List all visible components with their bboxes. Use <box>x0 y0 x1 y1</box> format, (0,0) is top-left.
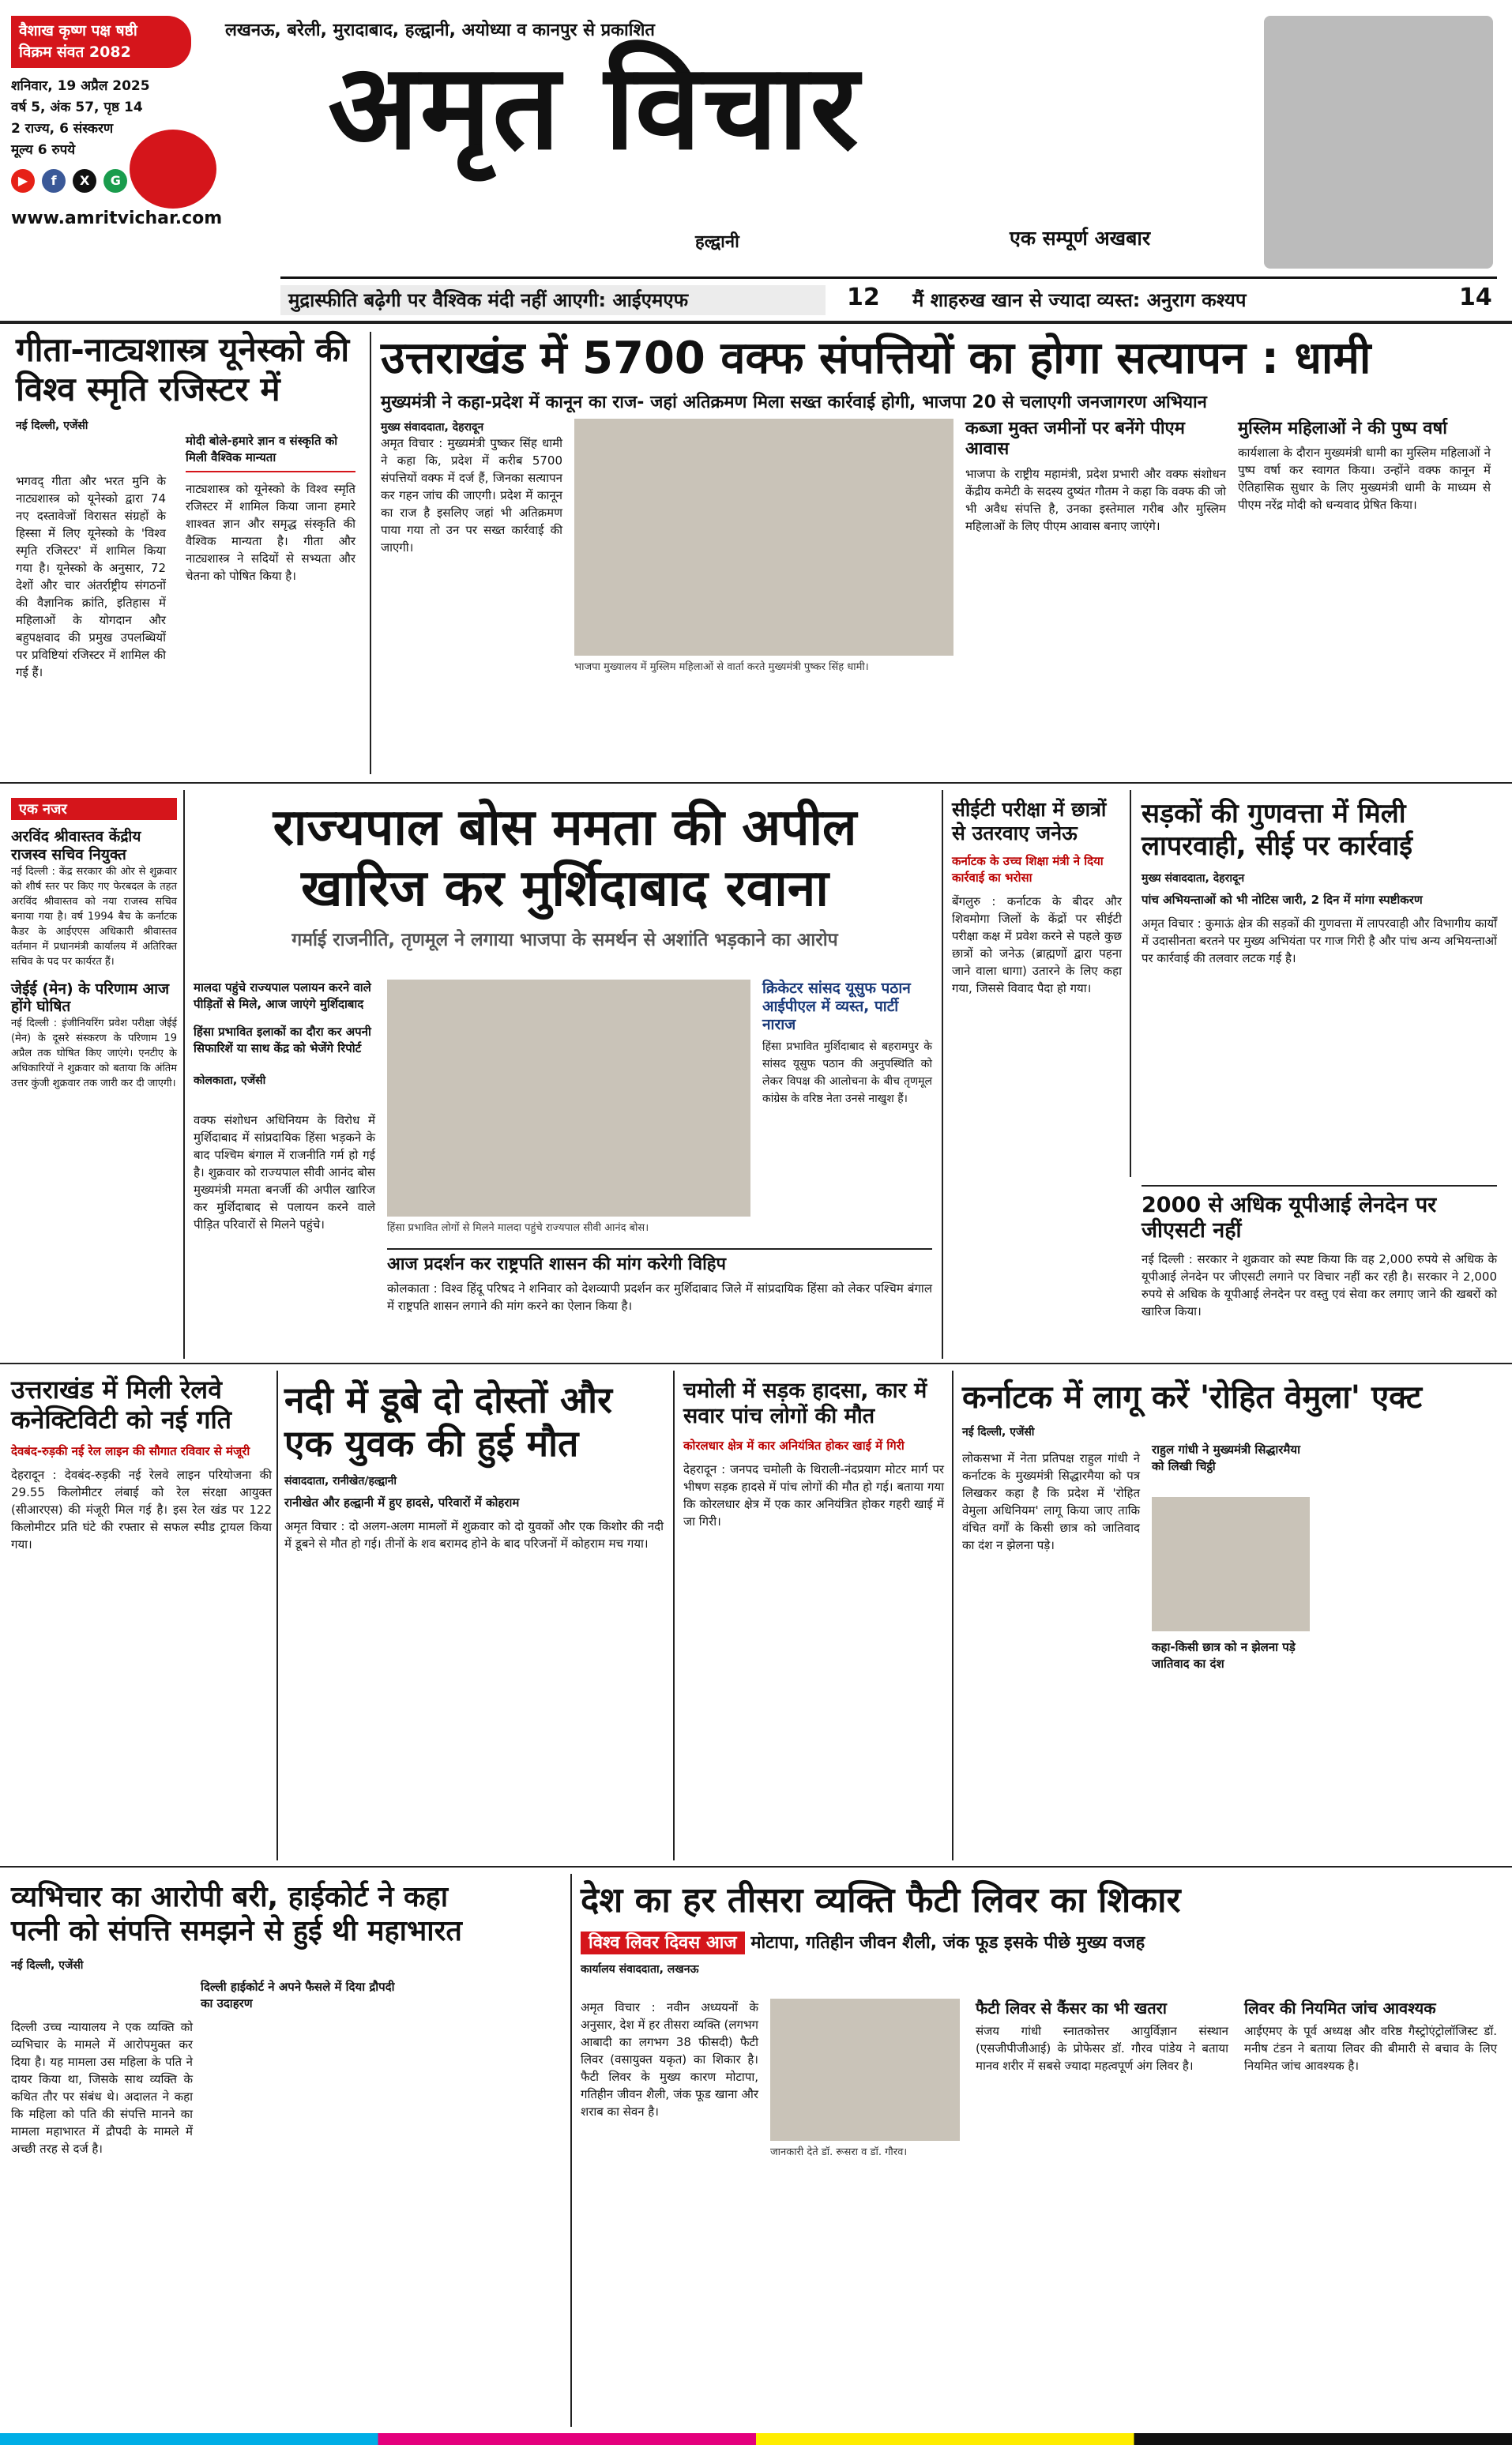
bose-headline-2: खारिज कर मुर्शिदाबाद रवाना <box>301 859 829 918</box>
masthead-info <box>11 16 223 228</box>
roads-body: अमृत विचार : कुमाऊं क्षेत्र की सड़कों की गुणवत्ता में लापरवाही और विभागीय कार्यों में उदासीनता बरतने पर मुख्य अभियंता पर गाज गिरी है और पांच अन्य अभियन्ताओं पर कार्रवाई की तलवार लटक गई है। <box>1142 916 1497 965</box>
promo-page-1: 12 <box>837 284 890 311</box>
waqf-deck: मुख्यमंत्री ने कहा-प्रदेश में कानून का राज- जहां अतिक्रमण मिला सख्त कार्रवाई होगी, भाजपा 20 से चलाएगी जनजागरण अभियान <box>381 393 1207 413</box>
drown-body: अमृत विचार : दो अलग-अलग मामलों में शुक्रवार को दो युवकों और एक किशोर की नदी में डूबने से मौत हो गई। तीनों के शव बरामद होने के बाद परिजनों में कोहराम मच गया। <box>284 1519 664 1552</box>
gita-dateline: नई दिल्ली, एजेंसी <box>16 419 88 432</box>
story-chamoli <box>683 1379 944 1530</box>
story-bose <box>194 798 936 1314</box>
column-rule <box>276 1371 278 1860</box>
promo-item-1[interactable]: मुद्रास्फीति बढ़ेगी पर वैश्विक मंदी नहीं आएगी: आईएमएफ <box>280 285 826 315</box>
newspaper-title: अमृत विचार <box>328 37 860 176</box>
waqf-sub1-body: भाजपा के राष्ट्रीय महामंत्री, प्रदेश प्रभारी और वक्फ संशोधन केंद्रीय कमेटी के सदस्य दुष्यंत गौतम ने कहा कि वक्फ की जो भी अवैध संपत्ति है, उनका इस्तेमाल गरीब और मुस्लिम महिलाओं के लिए पीएम आवास बनाए जाएंगे। <box>965 466 1226 533</box>
vemula-dateline: नई दिल्ली, एजेंसी <box>962 1426 1035 1439</box>
liver-tag: विश्व लिवर दिवस आज <box>581 1932 745 1954</box>
vemula-subs-2 <box>1152 1639 1310 1672</box>
hc-body: दिल्ली उच्च न्यायालय ने एक व्यक्ति को व्यभिचार के मामले में आरोपमुक्त कर दिया है। यह मामला उस महिला के पति ने दायर किया था, जिसके साथ व्यक्ति के कथित तौर पर संबंध थे। अदालत ने कहा कि महिला को पति की संपत्ति मानने का मामला महाभारत में द्रौपदी के मामले में अच्छी तरह से दर्ज है। <box>11 2020 193 2157</box>
liver-sub2-body: आईएमए के पूर्व अध्यक्ष और वरिष्ठ गैस्ट्रोएंट्रोलॉजिस्ट डॉ. मनीष टंडन ने बताया लिवर की बीमारी से बचाव के लिए नियमित जांच आवश्यक है। <box>1244 2024 1497 2073</box>
waqf-sub2-head: मुस्लिम महिलाओं ने की पुष्प वर्षा <box>1238 419 1447 438</box>
section-rule <box>0 1866 1512 1868</box>
liver-photo <box>770 1999 960 2141</box>
column-rule <box>952 1371 953 1860</box>
liver-sub1-body: संजय गांधी स्नातकोत्तर आयुर्विज्ञान संस्थान (एसजीपीजीआई) के प्रोफेसर डॉ. गौरव पांडेय ने बताया मानव शरीर में सबसे ज्यादा महत्वपूर्ण अंग लिवर है। <box>976 2024 1228 2073</box>
gita-body-1: भगवद् गीता और भरत मुनि के नाट्यशास्त्र को यूनेस्को द्वारा 74 नए दस्तावेजों विरासत संग्रहों के हिस्सा में लिए यूनेस्को के 'विश्व स्मृति रजिस्टर' में शामिल किया गया है। यूनेस्को के अनुसार, 72 देशों और चार अंतर्राष्ट्रीय संगठनों की वैज्ञानिक क्रांति, इतिहास में महिलाओं के योगदान और बहुपक्षवाद की प्रमुख उपलब्धियों पर प्रविष्टियां रजिस्टर में शामिल की गई हैं। <box>16 473 166 679</box>
chamoli-side: कोरलधार क्षेत्र में कार अनियंत्रित होकर खाई में गिरी <box>683 1438 905 1453</box>
rail-body: देहरादून : देवबंद-रुड़की नई रेलवे लाइन परियोजना की 29.55 किलोमीटर लंबाई को रेल संरक्षा आयुक्त (सीआरएस) की मंजूरी मिल गई है। इस रेल खंड पर 122 किलोमीटर प्रति घंटे की रफ्तार से सफल स्पीड ट्रायल किया गया। <box>11 1467 272 1552</box>
chamoli-headline: चमोली में सड़क हादसा, कार में सवार पांच लोगों की मौत <box>683 1379 927 1429</box>
bose-side-body: हिंसा प्रभावित मुर्शिदाबाद से बहरामपुर के सांसद यूसुफ पठान की अनुपस्थिति को लेकर विपक्ष की आलोचना के बीच तृणमूल कांग्रेस के वरिष्ठ नेता उनसे नाखुश हैं। <box>762 1040 932 1106</box>
roads-sub: पांच अभियन्ताओं को भी नोटिस जारी, 2 दिन में मांगा स्पष्टीकरण <box>1142 892 1423 907</box>
vikram-samvat: विक्रम संवत 2082 <box>19 43 131 61</box>
hindu-date: वैशाख कृष्ण पक्ष षष्ठी <box>19 22 137 39</box>
hc-sub: दिल्ली हाईकोर्ट ने अपने फैसले में दिया द्रौपदी का उदाहरण <box>201 1980 395 2011</box>
youtube-icon[interactable]: ▶ <box>11 169 35 193</box>
liver-body: अमृत विचार : नवीन अध्ययनों के अनुसार, देश में हर तीसरा व्यक्ति (लगभग आबादी का लगभग 38 फीसदी) फैटी लिवर (वसायुक्त यकृत) का शिकार है। फैटी लिवर के मुख्य कारण मोटापा, गतिहीन जीवन शैली, जंक फूड खाना और शराब का सेवन है। <box>581 2000 758 2119</box>
bose-bullet-2: हिंसा प्रभावित इलाकों का दौरा कर अपनी सिफारिशें या साथ केंद्र को भेजेंगे रिपोर्ट <box>194 1025 371 1055</box>
column-rule <box>673 1371 675 1860</box>
ek-nazar-b1: नई दिल्ली : केंद्र सरकार की ओर से शुक्रवार को शीर्ष स्तर पर किए गए फेरबदल के तहत अरविंद श्रीवास्तव को नया राजस्व सचिव बनाया गया है। वर्ष 1994 बैच के कर्नाटक कैडर के आईएएस अधिकारी श्रीवास्तव वर्तमान में प्रधानमंत्री कार्यालय में अतिरिक्त सचिव के पद पर कार्यरत हैं। <box>11 865 177 968</box>
story-waqf <box>381 332 1495 673</box>
story-rail <box>11 1375 272 1553</box>
vemula-body: लोकसभा में नेता प्रतिपक्ष राहुल गांधी ने कर्नाटक के मुख्यमंत्री सिद्धारमैया को पत्र लिखकर कहा है कि प्रदेश में 'रोहित वेमुला अधिनियम' लागू किया जाए ताकि वंचित वर्गों के किसी छात्र को जातिवाद का दंश न झेलना पड़े। <box>962 1451 1140 1552</box>
waqf-caption: भाजपा मुख्यालय में मुस्लिम महिलाओं से वार्ता करते मुख्यमंत्री पुष्कर सिंह धामी। <box>574 661 869 673</box>
edition-place: हल्द्वानी <box>695 232 739 252</box>
microphone-logo-icon <box>130 130 216 209</box>
ek-nazar-tag: एक नजर <box>11 798 177 820</box>
column-rule <box>570 1874 572 2427</box>
bose-dateline: कोलकाता, एजेंसी <box>194 1074 266 1087</box>
google-news-icon[interactable]: G <box>103 169 127 193</box>
waqf-photo <box>574 419 953 656</box>
issue-date: शनिवार, 19 अप्रैल 2025 <box>11 78 150 94</box>
vemula-photo <box>1152 1497 1310 1631</box>
liver-headline: देश का हर तीसरा व्यक्ति फैटी लिवर का शिकार <box>581 1880 1181 1920</box>
column-rule <box>1130 790 1131 1177</box>
waqf-body: अमृत विचार : मुख्यमंत्री पुष्कर सिंह धामी ने कहा कि, प्रदेश में करीब 5700 संपत्तियों वक्फ में दर्ज हैं, जिनका सत्यापन कर गहन जांच की जाएगी। प्रदेश में कानून का राज है इसलिए जहां भी अतिक्रमण पाया गया तो उन पर सख्त कार्रवाई की जाएगी। <box>381 436 562 555</box>
drown-sub: रानीखेत और हल्द्वानी में हुए हादसे, परिवारों में कोहराम <box>284 1495 520 1510</box>
bose-deck: गर्माई राजनीति, तृणमूल ने लगाया भाजपा के समर्थन से अशांति भड़काने का आरोप <box>291 929 838 950</box>
ek-nazar-column <box>11 798 177 1091</box>
cet-body: बेंगलुरु : कर्नाटक के बीदर और शिवमोगा जिलों के केंद्रों पर सीईटी परीक्षा कक्ष में प्रवेश करने से पहले कुछ छात्रों को जनेऊ (ब्राह्मणों द्वारा पहना जाने वाला धागा) उतारने के लिए कहा गया, जिससे विवाद पैदा हो गया। <box>952 894 1122 995</box>
waqf-sidebar-2 <box>1238 419 1491 513</box>
column-rule <box>942 790 943 1359</box>
rail-side: देवबंद-रुड़की नई रेल लाइन की सौगात रविवार से मंजूरी <box>11 1443 250 1458</box>
upi-headline: 2000 से अधिक यूपीआई लेनदेन पर जीएसटी नहीं <box>1142 1193 1437 1243</box>
publication-cities: लखनऊ, बरेली, मुरादाबाद, हल्द्वानी, अयोध्या व कानपुर से प्रकाशित <box>225 21 655 40</box>
story-roads <box>1142 798 1497 967</box>
liver-sub2-head: लिवर की नियमित जांच आवश्यक <box>1244 1999 1436 2018</box>
vhp-box <box>387 1248 932 1315</box>
story-drown <box>284 1379 664 1552</box>
website-link[interactable]: www.amritvichar.com <box>11 209 223 228</box>
x-icon[interactable]: X <box>73 169 96 193</box>
celebrity-photo <box>1264 16 1493 269</box>
masthead-rule <box>0 321 1512 324</box>
roads-dateline: मुख्य संवाददाता, देहरादून <box>1142 871 1245 885</box>
vemula-sub-1: राहुल गांधी ने मुख्यमंत्री सिद्धारमैया को लिखी चिट्ठी <box>1152 1443 1300 1473</box>
bose-headline-1: राज्यपाल बोस ममता की अपील <box>273 799 857 857</box>
liver-sidebar-1 <box>976 1999 1228 2074</box>
bose-sidebar <box>762 980 932 1108</box>
issue-editions: 2 राज्य, 6 संस्करण <box>11 121 114 137</box>
facebook-icon[interactable]: f <box>42 169 66 193</box>
waqf-dateline: मुख्य संवाददाता, देहरादून <box>381 421 484 434</box>
ek-nazar-h1: अरविंद श्रीवास्तव केंद्रीय राजस्व सचिव नियुक्त <box>11 828 141 863</box>
liver-dateline: कार्यालय संवाददाता, लखनऊ <box>581 1962 699 1976</box>
column-rule <box>183 790 185 1359</box>
gita-subhead: मोदी बोले-हमारे ज्ञान व संस्कृति को मिली वैश्विक मान्यता <box>186 433 355 472</box>
cet-side: कर्नाटक के उच्च शिक्षा मंत्री ने दिया कार्रवाई का भरोसा <box>952 854 1104 885</box>
liver-sub1-head: फैटी लिवर से कैंसर का भी खतरा <box>976 1999 1167 2018</box>
story-cet <box>952 798 1122 997</box>
upi-body: नई दिल्ली : सरकार ने शुक्रवार को स्पष्ट किया कि वह 2,000 रुपये से अधिक के यूपीआई लेनदेन पर जीएसटी लगाने पर विचार नहीं कर रही है। सरकार ने 2,000 रुपये से अधिक के यूपीआई लेनदेन पर वस्तु एवं सेवा कर लगाए जाने की खबरों को खारिज किया। <box>1142 1251 1497 1318</box>
waqf-headline: उत्तराखंड में 5700 वक्फ संपत्तियों का होगा सत्यापन : धामी <box>381 333 1371 384</box>
bose-caption: हिंसा प्रभावित लोगों से मिलने मालदा पहुंचे राज्यपाल सीवी आनंद बोस। <box>387 1222 649 1234</box>
hc-headline-2: पत्नी को संपत्ति समझने से हुई थी महाभारत <box>11 1915 462 1948</box>
story-vemula <box>962 1379 1499 1671</box>
drown-headline: नदी में डूबे दो दोस्तों और एक युवक की हुई मौत <box>284 1379 612 1465</box>
liver-caption: जानकारी देते डॉ. रूसरा व डॉ. गौरव। <box>770 2146 908 2158</box>
vemula-sub-2: कहा-किसी छात्र को न झेलना पड़े जातिवाद का दंश <box>1152 1640 1296 1671</box>
gita-headline: गीता-नाट्यशास्त्र यूनेस्को की विश्व स्मृति रजिस्टर में <box>16 330 350 409</box>
story-gita <box>16 330 355 681</box>
print-color-strip <box>0 2433 1512 2445</box>
vemula-subs <box>1152 1442 1310 1475</box>
hc-dateline: नई दिल्ली, एजेंसी <box>11 1959 84 1973</box>
bose-side-head: क्रिकेटर सांसद यूसुफ पठान आईपीएल में व्यस्त, पार्टी नाराज <box>762 980 911 1033</box>
chamoli-body: देहरादून : जनपद चमोली के थिराली-नंदप्रयाग मोटर मार्ग पर भीषण सड़क हादसे में पांच लोगों की मौत हो गई। बताया गया कि कोरलधार क्षेत्र में एक कार अनियंत्रित होकर गहरी खाई में जा गिरी। <box>683 1461 944 1529</box>
promo-bar <box>280 276 1497 324</box>
hc-headline-1: व्यभिचार का आरोपी बरी, हाईकोर्ट ने कहा <box>11 1881 449 1913</box>
roads-headline: सड़कों की गुणवत्ता में मिली लापरवाही, सीई पर कार्रवाई <box>1142 798 1413 862</box>
social-icons <box>11 169 191 204</box>
story-hc <box>11 1880 564 2157</box>
issue-price: मूल्य 6 रुपये <box>11 142 76 158</box>
newspaper-tagline: एक सम्पूर्ण अखबार <box>1010 227 1151 250</box>
cet-headline: सीईटी परीक्षा में छात्रों से उतरवाए जनेऊ <box>952 798 1107 844</box>
vhp-headline: आज प्रदर्शन कर राष्ट्रपति शासन की मांग करेगी विहिप <box>387 1254 726 1274</box>
section-rule <box>0 1363 1512 1364</box>
story-liver <box>581 1880 1497 2158</box>
column-rule <box>370 332 371 774</box>
liver-deck: मोटापा, गतिहीन जीवन शैली, जंक फूड इसके पीछे मुख्य वजह <box>750 1932 1145 1953</box>
rail-headline: उत्तराखंड में मिली रेलवे कनेक्टिविटी को नई गति <box>11 1375 231 1435</box>
bose-photo <box>387 980 750 1217</box>
waqf-sidebar-1 <box>965 419 1226 535</box>
waqf-sub1-head: कब्जा मुक्त जमीनों पर बनेंगे पीएम आवास <box>965 419 1185 460</box>
bose-body: वक्फ संशोधन अधिनियम के विरोध में मुर्शिदाबाद में सांप्रदायिक हिंसा भड़कने के बाद पश्चिम बंगाल में राजनीति गर्म हो गई है। शुक्रवार को राज्यपाल सीवी आनंद बोस मुख्यमंत्री ममता बनर्जी की अपील खारिज कर मुर्शिदाबाद से पलायन करने वाले पीड़ित परिवारों से मिलने पहुंचे। <box>194 1113 375 1232</box>
liver-sidebar-2 <box>1244 1999 1497 2074</box>
story-upi <box>1142 1185 1497 1320</box>
vhp-body: कोलकाता : विश्व हिंदू परिषद ने शनिवार को देशव्यापी प्रदर्शन कर मुर्शिदाबाद जिले में सांप्रदायिक हिंसा को लेकर पश्चिम बंगाल में राष्ट्रपति शासन लगाने की मांग करने का ऐलान किया है। <box>387 1281 932 1314</box>
bose-bullets <box>194 980 375 1233</box>
ek-nazar-b2: नई दिल्ली : इंजीनियरिंग प्रवेश परीक्षा जेईई (मेन) के दूसरे संस्करण के परिणाम 19 अप्रैल तक घोषित किए जाएंगे। एनटीए के अधिकारियों ने शुक्रवार को बताया कि अंतिम उत्तर कुंजी शुक्रवार तक जारी कर दी जाएगी। <box>11 1017 177 1090</box>
ek-nazar-h2: जेईई (मेन) के परिणाम आज होंगे घोषित <box>11 980 170 1016</box>
waqf-sub2-body: कार्यशाला के दौरान मुख्यमंत्री धामी का मुस्लिम महिलाओं ने पुष्प वर्षा कर स्वागत किया। उन्होंने वक्फ कानून में ऐतिहासिक सुधार के लिए मुख्यमंत्री धामी के माध्यम से पीएम नरेंद्र मोदी को धन्यवाद प्रेषित किया। <box>1238 446 1491 513</box>
vemula-headline: कर्नाटक में लागू करें 'रोहित वेमुला' एक्ट <box>962 1379 1423 1416</box>
section-rule <box>0 782 1512 784</box>
issue-volume: वर्ष 5, अंक 57, पृष्ठ 14 <box>11 100 143 115</box>
date-badge <box>11 16 191 68</box>
bose-bullet-1: मालदा पहुंचे राज्यपाल पलायन करने वाले पीड़ितों से मिले, आज जाएंगे मुर्शिदाबाद <box>194 980 371 1011</box>
gita-body-2: नाट्यशास्त्र को यूनेस्को के विश्व स्मृति रजिस्टर में शामिल किया जाना हमारे शाश्वत ज्ञान और समृद्ध संस्कृति की वैश्विक मान्यता है। गीता और नाट्यशास्त्र ने सदियों से सभ्यता और चेतना को पोषित किया है। <box>186 481 355 583</box>
promo-item-2[interactable]: मैं शाहरुख खान से ज्यादा व्यस्त: अनुराग कश्यप <box>912 289 1247 311</box>
drown-dateline: संवाददाता, रानीखेत/हल्द्वानी <box>284 1475 397 1488</box>
promo-page-2: 14 <box>1450 284 1502 311</box>
